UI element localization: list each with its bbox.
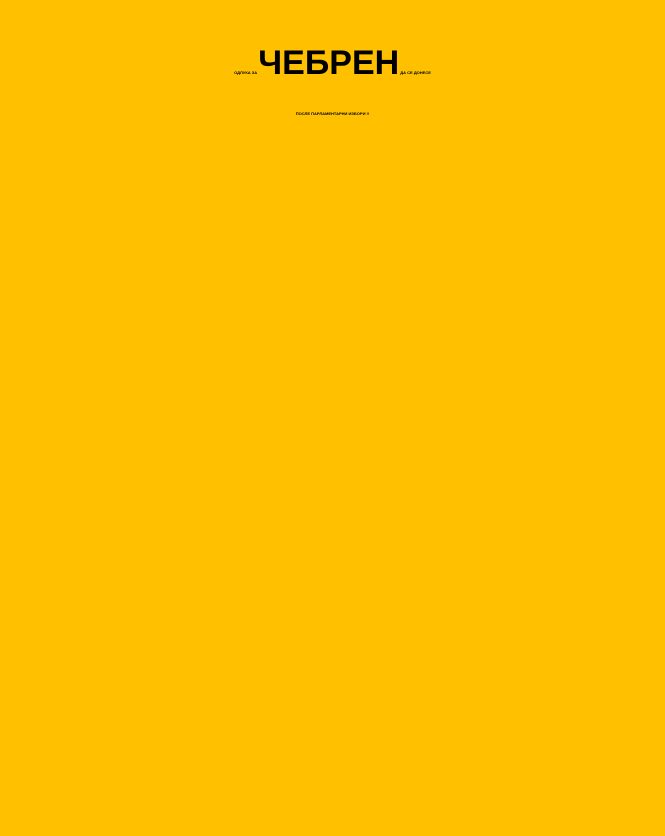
- headline-line-2: ПОСЛЕ ПАРЛАМЕНТАРНИ ИЗБОРИ !!: [295, 111, 370, 116]
- headline-cebren: ЧЕБРЕН: [258, 44, 400, 82]
- headline-line-1: [0, 44, 665, 83]
- headline-part-3: ДА СЕ ДОНЕСЕ: [399, 70, 431, 75]
- headline-part-1: ОДЛУКА ЗА: [234, 70, 259, 75]
